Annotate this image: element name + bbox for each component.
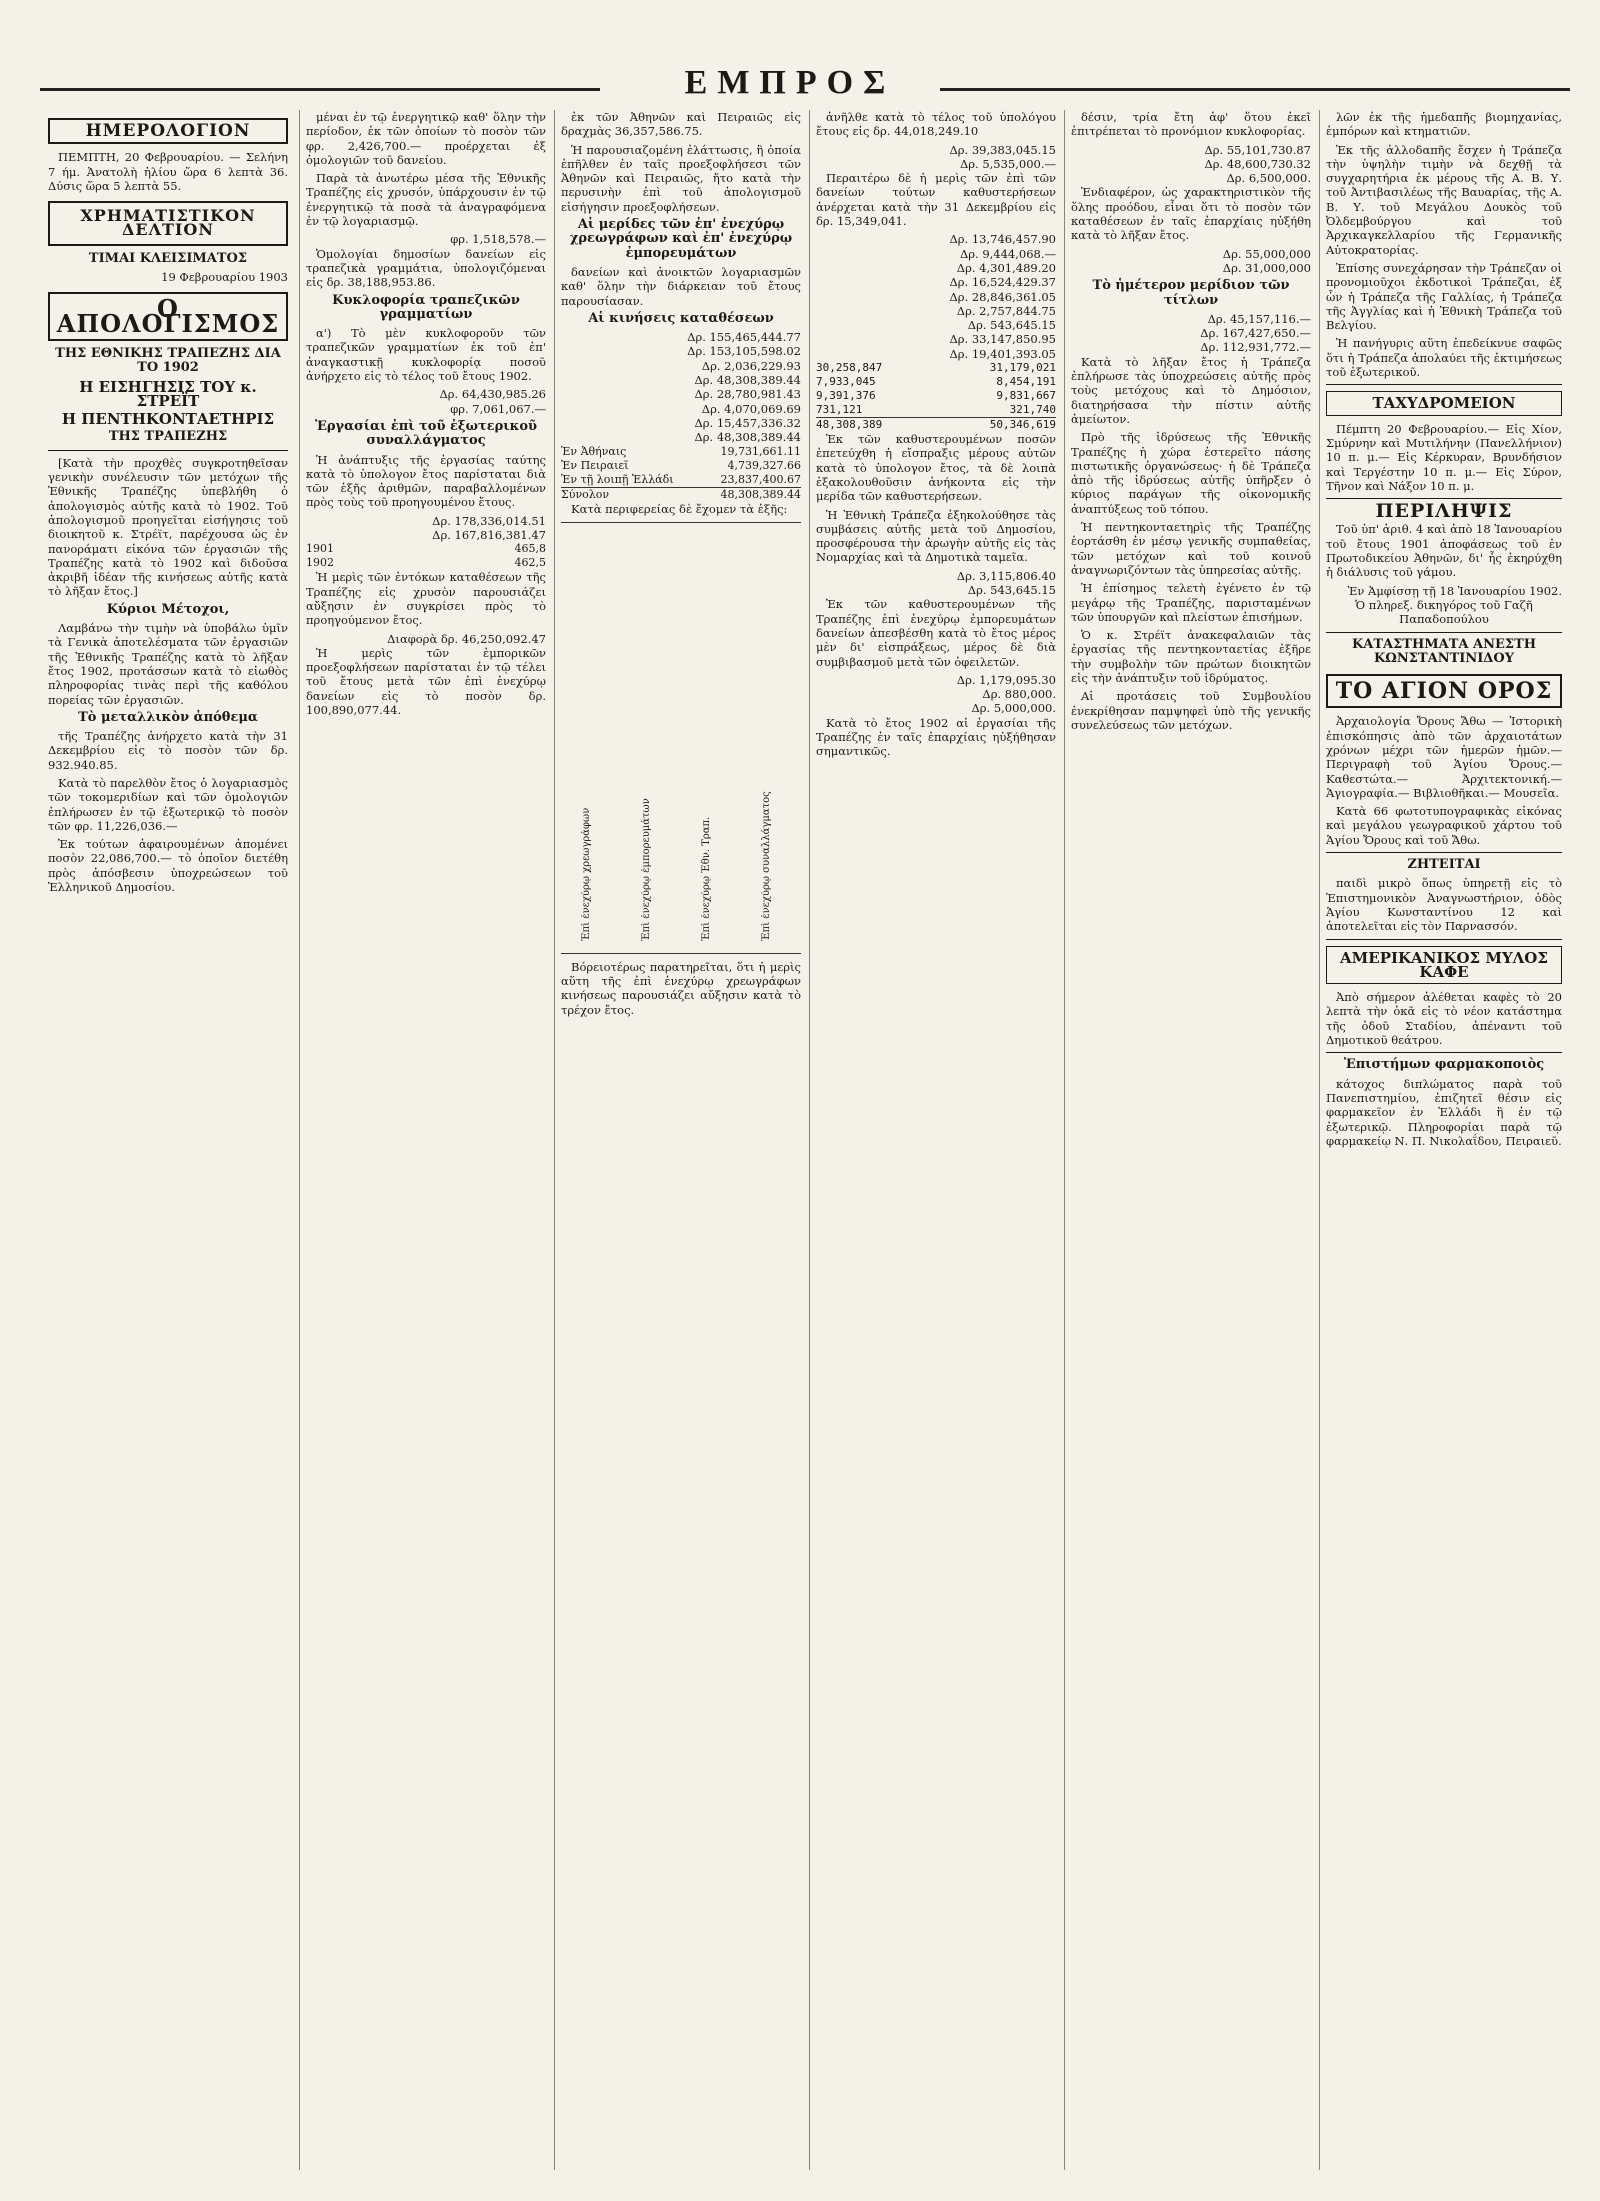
ad-heading: ΑΜΕΡΙΚΑΝΙΚΟΣ ΜΥΛΟΣ ΚΑΦΕ <box>1326 946 1562 985</box>
amount: Δρ. 48,308,389.44 <box>694 373 801 388</box>
article-paragraph: Παρὰ τὰ ἀνωτέρω μέσα τῆς Ἐθνικῆς Τραπέζης εἰς χρυσόν, ὑπάρχουσιν ἐν τῷ ἐνεργητικῷ τὰ ποσὰ τὰ ἀναγραφόμενα ἐν τῷ λογαριασμῷ. <box>306 171 546 229</box>
shop-heading: ΚΑΤΑΣΤΗΜΑΤΑ ΑΝΕΣΤΗ ΚΩΝΣΤΑΝΤΙΝΙΔΟΥ <box>1351 636 1537 666</box>
rotated-column-label: Ἐπὶ ἐνεχύρῳ ἐμπορευμάτων <box>641 798 652 941</box>
article-paragraph: Ἡ ἐπίσημος τελετὴ ἐγένετο ἐν τῷ μεγάρῳ τῆς Τραπέζης, παρισταμένων τῶν ὑπουργῶν καὶ πλείστων ἐπισήμων. <box>1071 581 1311 624</box>
amount: Δρ. 5,535,000.— <box>959 156 1056 171</box>
article-paragraph: Ἐκ τούτων ἀφαιρουμένων ἀπομένει ποσὸν 22,086,700.— τὸ ὁποῖον διετέθη πρὸς ἀπόσβεσιν ὑποχρεώσεων τοῦ Ἑλληνικοῦ Δημοσίου. <box>48 837 288 895</box>
table-cell: 462,5 <box>514 556 546 570</box>
article-paragraph: Ἐκ τῆς ἀλλοδαπῆς ἔσχεν ἡ Τράπεζα τὴν ὑψηλὴν τιμὴν νὰ δεχθῇ τὰ συγχαρητήρια ἐκ μέρους τῆς Α. Β. Υ. τοῦ Ἀντιβασιλέως τῆς Βαυαρίας, τῆς Α. Β. Υ. τοῦ Μεγάλου Δουκὸς τοῦ Ὀλδεμβούργου καὶ τοῦ Ἀρχικαγκελλαρίου τῆς Γερμανικῆς Αὐτοκρατορίας. <box>1326 142 1562 257</box>
amount: Δρ. 55,000,000 <box>1222 246 1311 261</box>
summary-heading: ΠΕΡΙΛΗΨΙΣ <box>1375 500 1513 523</box>
article-paragraph: Κατὰ τὸ λῆξαν ἔτος ἡ Τράπεζα ἐπλήρωσε τὰς ὑποχρεώσεις αὐτῆς πρὸς τοὺς μετόχους καὶ τὸ Δημόσιον, διατηρήσασα τὴν πίστιν αὐτῆς ἀμείωτον. <box>1071 354 1311 426</box>
table-row <box>306 542 546 556</box>
amount: Δρ. 19,401,393.05 <box>949 346 1056 361</box>
column-5 <box>1071 110 1311 2170</box>
section-heading: Τὸ μεταλλικὸν ἀπόθεμα <box>78 709 258 725</box>
table-cell: 7,933,045 <box>816 375 876 389</box>
table-row <box>816 361 1056 375</box>
article-paragraph: Κατὰ περιφερείας δὲ ἔχομεν τὰ ἑξῆς: <box>571 501 788 516</box>
amount: Δρ. 4,301,489.20 <box>956 260 1056 275</box>
amount: Δρ. 5,000,000. <box>971 701 1056 716</box>
table-cell: 9,831,667 <box>996 389 1056 403</box>
section-heading: Αἱ κινήσεις καταθέσεων <box>588 310 774 326</box>
table-cell: 19,731,661.11 <box>720 444 801 458</box>
table-cell: 23,837,400.67 <box>720 472 801 486</box>
article-paragraph: Ὁ κ. Στρέϊτ ἀνακεφαλαιῶν τὰς ἐργασίας τῆς πεντηκονταετίας ἐξῆρε τὴν συμβολὴν τῶν πρώτων διοικητῶν εἰς τὴν ἀνάπτυξιν τοῦ ἱδρύματος. <box>1071 628 1311 685</box>
divider <box>1326 632 1562 633</box>
masthead-rule-left <box>40 88 600 91</box>
amount: Δρ. 39,383,045.15 <box>949 142 1056 157</box>
section-heading: Κύριοι Μέτοχοι, <box>106 601 230 617</box>
table-row <box>816 389 1056 403</box>
article-paragraph: Ἡ παρουσιαζομένη ἐλάττωσις, ἣ ὁποία ἐπῆλθεν ἐν ταῖς προεξοφλήσεσι τῶν Ἀθηνῶν καὶ Πειραιῶς, ἤτο κατὰ τὴν περυσινὴν ἐπὶ τοῦ ἀπολογισμοῦ εἰσήγησιν προεξοφλήσεων. <box>561 142 801 214</box>
column-separator <box>1319 110 1320 2170</box>
report-subtitle-3: Η ΠΕΝΤΗΚΟΝΤΑΕΤΗΡΙΣ <box>61 410 275 429</box>
table-cell: 1901 <box>306 542 334 556</box>
notice-heading: Ἐπιστήμων φαρμακοποιὸς <box>1343 1057 1545 1073</box>
table-cell: Ἐν Πειραιεῖ <box>561 458 629 472</box>
column-separator <box>809 110 810 2170</box>
report-subtitle-4: ΤΗΣ ΤΡΑΠΕΖΗΣ <box>108 429 228 445</box>
table-cell: 465,8 <box>514 542 546 556</box>
article-paragraph: Ἐκ τῶν καθυστερουμένων τῆς Τραπέζης ἐπὶ ἐνεχύρῳ ἐμπορευμάτων δανείων ἀπεσβέσθη κατὰ τὸ ἔτος μέρος μὲν δι' εἰσπράξεως, μέρος δὲ διὰ συμβιβασμοῦ μετὰ τῶν ὀφειλετῶν. <box>816 597 1056 669</box>
article-paragraph: Ἡ μερὶς τῶν ἐμπορικῶν προεξοφλήσεων παρίσταται ἐν τῷ τέλει τοῦ ἔτους μετὰ τῶν ἐπὶ ἐνεχύρῳ δανείων εἰς τὸ ποσὸν δρ. 100,890,077.44. <box>306 645 546 717</box>
article-paragraph: Ἡ μερὶς τῶν ἐντόκων καταθέσεων τῆς Τραπέζης εἰς χρυσὸν παρουσιάζει αὔξησιν ἐν συγκρίσει πρὸς τὸ προηγούμενον ἔτος. <box>306 570 546 628</box>
table-cell: 30,258,847 <box>816 361 883 375</box>
amount: Δρ. 112,931,772.— <box>1200 340 1311 355</box>
article-paragraph: Αἱ προτάσεις τοῦ Συμβουλίου ἐνεκρίθησαν παμψηφεὶ ὑπὸ τῆς γενικῆς συνελεύσεως τῶν μετόχων. <box>1071 689 1311 732</box>
column-6 <box>1326 110 1562 2170</box>
amount: Δρ. 1,179,095.30 <box>956 672 1056 687</box>
amount: Δρ. 155,465,444.77 <box>687 330 801 345</box>
amount: Δρ. 15,457,336.32 <box>694 415 801 430</box>
amount: Δρ. 28,846,361.05 <box>949 289 1056 304</box>
column-4 <box>816 110 1056 2170</box>
amount: Δρ. 167,816,381.47 <box>432 528 546 543</box>
article-paragraph: Πρὸ τῆς ἰδρύσεως τῆς Ἐθνικῆς Τραπέζης ἡ χώρα ἐστερεῖτο πάσης πιστωτικῆς ὀργανώσεως· ἡ δὲ Τράπεζα ἀπὸ τῆς ἰδρύσεως αὐτῆς ὑπῆρξεν ὁ κύριος παράγων τῆς οἰκονομικῆς ἀναπτύξεως τοῦ τόπου. <box>1071 430 1311 516</box>
bulletin-title: ΧΡΗΜΑΤΙΣΤΙΚΟΝ ΔΕΛΤΙΟΝ <box>48 201 288 246</box>
section-heading: Κυκλοφορία τραπεζικῶν γραμματίων <box>332 292 520 322</box>
amount: Δρ. 64,430,985.26 <box>439 387 546 402</box>
table-cell: 1902 <box>306 556 334 570</box>
table-cell: 731,121 <box>816 403 863 417</box>
section-heading: Ἐργασίαι ἐπὶ τοῦ ἐξωτερικοῦ συναλλάγματος <box>314 418 538 449</box>
article-paragraph: δέσιν, τρία ἔτη ἀφ' ὅτου ἐκεῖ ἐπιτρέπεται τὸ προνόμιον κυκλοφορίας. <box>1071 110 1311 139</box>
divider <box>1326 1052 1562 1053</box>
table-cell: 4,739,327.66 <box>727 458 801 472</box>
article-paragraph: ἀνῆλθε κατὰ τὸ τέλος τοῦ ὑπολόγου ἔτους εἰς δρ. 44,018,249.10 <box>816 110 1056 139</box>
amount: Δρ. 178,336,014.51 <box>432 513 546 528</box>
amount: Δρ. 2,036,229.93 <box>701 358 801 373</box>
amount: Δρ. 55,101,730.87 <box>1204 142 1311 157</box>
article-paragraph: Λαμβάνω τὴν τιμὴν νὰ ὑποβάλω ὑμῖν τὰ Γενικὰ ἀποτελέσματα τῶν ἐργασιῶν τῆς Ἐθνικῆς Τραπέζης κατὰ τὸ λῆξαν ἔτος 1902, προτάσσων κατὰ τὸ εἰωθὸς πληροφορίας τινὰς περὶ τῆς καθόλου πορείας τῶν ἐργασιῶν. <box>48 621 288 707</box>
article-paragraph: Κατὰ τὸ παρελθὸν ἔτος ὁ λογαριασμὸς τῶν τοκομεριδίων καὶ τῶν ὁμολογιῶν ἐπλήρωσεν ἐν τῷ ἐξωτερικῷ τὸ ποσὸν τῶν φρ. 11,226,036.— <box>48 775 288 833</box>
article-paragraph: παιδὶ μικρὸ ὅπως ὑπηρετῇ εἰς τὸ Ἐπιστημονικὸν Ἀναγνωστήριον, ὁδὸς Ἁγίου Κωνσταντίνου 12 καὶ ἀποτελεῖται εἰς τὸν Παρνασσόν. <box>1326 876 1562 934</box>
wanted-heading: ΖΗΤΕΙΤΑΙ <box>1407 857 1481 873</box>
amount: Δρ. 13,746,457.90 <box>949 232 1056 247</box>
table-cell: 48,308,389.44 <box>720 487 801 501</box>
article-paragraph: Ἡ πεντηκονταετηρὶς τῆς Τραπέζης ἑορτάσθη ἐν μέσῳ γενικῆς συμπαθείας, τῶν μετόχων καὶ τοῦ κοινοῦ ἀναγνωριζόντων τὰς ὑπηρεσίας αὐτῆς. <box>1071 520 1311 577</box>
table-row <box>816 403 1056 417</box>
article-paragraph: Ἡ Ἐθνικὴ Τράπεζα ἐξηκολούθησε τὰς συμβάσεις αὐτῆς μετὰ τοῦ Δημοσίου, προσφέρουσα τὴν ἀρωγὴν αὐτῆς εἰς τὰς Νομαρχίας καὶ τὰ Δημοτικὰ ταμεῖα. <box>816 507 1056 565</box>
amount: Δρ. 167,427,650.— <box>1200 326 1311 341</box>
bulletin-date: 19 Φεβρουαρίου 1903 <box>161 270 288 285</box>
divider <box>1326 939 1562 940</box>
table-cell: Ἐν Ἀθήναις <box>561 444 627 458</box>
article-paragraph: Ἐπίσης συνεχάρησαν τὴν Τράπεζαν οἱ προνομιοῦχοι ἐκδοτικοὶ Τράπεζαι, ἐξ ὧν ἡ Τράπεζα τῆς Γαλλίας, ἡ Τράπεζα τῆς Ἀγγλίας καὶ ἡ Ἐθνικὴ Τράπεζα τοῦ Βελγίου. <box>1326 260 1562 333</box>
table-cell: 50,346,619 <box>989 418 1056 432</box>
amount: Δρ. 4,070,069.69 <box>701 401 801 416</box>
table-row <box>816 375 1056 389</box>
amount: Δρ. 28,780,981.43 <box>694 387 801 402</box>
rotated-column-label: Ἐπὶ ἐνεχύρῳ χρεωγράφων <box>581 807 592 941</box>
article-paragraph: Ὁμολογίαι δημοσίων δανείων εἰς τραπεζικὰ γραμμάτια, ὑπολογιζόμεναι εἰς δρ. 38,188,953.86. <box>306 246 546 290</box>
article-paragraph: Κατὰ τὸ ἔτος 1902 αἱ ἐργασίαι τῆς Τραπέζης ἐν ταῖς ἐπαρχίαις ηὐξήθησαν σημαντικῶς. <box>816 715 1056 759</box>
table-row <box>561 445 801 459</box>
divider <box>1326 852 1562 853</box>
rotated-column-label: Ἐπὶ ἐνεχύρῳ Ἐθν. Τραπ. <box>701 816 712 941</box>
table-row <box>561 487 801 502</box>
calendar-title: ΗΜΕΡΟΛΟΓΙΟΝ <box>48 118 288 144</box>
table-row <box>816 417 1056 432</box>
article-paragraph: α') Τὸ μὲν κυκλοφοροῦν τῶν τραπεζικῶν γραμματίων ἐκ τοῦ ἐπ' ἀναγκαστικῇ κυκλοφορίᾳ ποσοῦ ἀνήρχετο εἰς τὸ τέλος τοῦ ἔτους 1902. <box>306 326 546 384</box>
deposit-ledger <box>561 445 801 502</box>
table-row <box>561 459 801 473</box>
amount: Δρ. 48,600,730.32 <box>1204 156 1311 171</box>
article-paragraph: δανείων καὶ ἀνοικτῶν λογαριασμῶν καθ' ὅλην τὴν διάρκειαν τοῦ ἔτους παρουσίασαν. <box>561 264 801 308</box>
amount: Δρ. 2,757,844.75 <box>956 303 1056 318</box>
article-paragraph: Ἡ ἀνάπτυξις τῆς ἐργασίας ταύτης κατὰ τὸ ὑπολογον ἔτος παρίσταται διὰ τῶν ἑξῆς ἀριθμῶν, παραβαλλομένων πρὸς τοὺς τοῦ προηγουμένου ἔτους. <box>306 452 546 510</box>
article-paragraph: μέναι ἐν τῷ ἐνεργητικῷ καθ' ὅλην τὴν περίοδον, ἐκ τῶν ὁποίων τὸ ποσὸν τῶν φρ. 2,426,700.— προέρχεται ἐξ ὁμολογιῶν τοῦ δανείου. <box>306 110 546 167</box>
table-cell: 9,391,376 <box>816 389 876 403</box>
ad-title: ΤΟ ΑΓΙΟΝ ΟΡΟΣ <box>1326 674 1562 708</box>
amount: Δρ. 543,645.15 <box>967 318 1056 333</box>
amount: Δρ. 31,000,000 <box>1222 260 1311 275</box>
amount: φρ. 1,518,578.— <box>450 232 546 247</box>
table-cell: 321,740 <box>1009 403 1056 417</box>
amount: Δρ. 3,115,806.40 <box>956 568 1056 583</box>
article-paragraph: τῆς Τραπέζης ἀνήρχετο κατὰ τὴν 31 Δεκεμβρίου εἰς τὸ ποσὸν τῶν δρ. 932.940.85. <box>48 729 288 772</box>
amount: Δρ. 48,308,389.44 <box>694 430 801 445</box>
amount: Δρ. 543,645.15 <box>967 583 1056 598</box>
article-paragraph: κάτοχος διπλώματος παρὰ τοῦ Πανεπιστημίου, ἐπιζητεῖ θέσιν εἰς φαρμακεῖον ἐν Ἑλλάδι ἢ ἐν τῷ ἐξωτερικῷ. Πληροφορίαι παρὰ τῷ φαρμακείῳ Ν. Π. Νικολαΐδου, Πειραιεῦ. <box>1326 1076 1562 1148</box>
column-separator <box>554 110 555 2170</box>
amount: Δρ. 153,105,598.02 <box>687 344 801 359</box>
report-subtitle-1: ΤΗΣ ΕΘΝΙΚΗΣ ΤΡΑΠΕΖΗΣ ΔΙΑ ΤΟ 1902 <box>55 345 281 376</box>
report-subtitle-2: Η ΕΙΣΗΓΗΣΙΣ ΤΟΥ κ. ΣΤΡΕΪΤ <box>79 377 257 410</box>
table-cell: Ἐν τῇ λοιπῇ Ἑλλάδι <box>561 472 674 486</box>
newspaper-title: ΕΜΠΡΟΣ <box>684 64 896 101</box>
article-paragraph: λῶν ἐκ τῆς ἡμεδαπῆς βιομηχανίας, ἐμπόρων καὶ κτηματιῶν. <box>1326 110 1562 139</box>
section-heading: Αἱ μερίδες τῶν ἐπ' ἐνεχύρῳ χρεωγράφων καὶ ἐπ' ἐνεχύρῳ ἐμπορευμάτων <box>569 217 793 261</box>
article-paragraph: Ἀρχαιολογία Ὄρους Ἄθω — Ἱστορικὴ ἐπισκόπησις ἀπὸ τῶν ἀρχαιοτάτων χρόνων μέχρι τῶν ἡμερῶν ἡμῶν.— Περιγραφὴ τοῦ Ἁγίου Ὄρους.— Καθεστώτα.— Ἀρχιτεκτονική.— Ἁγιογραφία.— Βιβλιοθῆκαι.— Μουσεῖα. <box>1326 714 1562 800</box>
amount: Διαφορὰ δρ. 46,250,092.47 <box>387 631 546 646</box>
article-paragraph: Κατὰ 66 φωτοτυπογραφικὰς εἰκόνας καὶ μεγάλου γεωγραφικοῦ χάρτου τοῦ Ἁγίου Ὄρους καὶ τοῦ Ἄθω. <box>1326 804 1562 847</box>
post-office-heading: ΤΑΧΥΔΡΟΜΕΙΟΝ <box>1326 391 1562 415</box>
article-paragraph: Βόρειοτέρως παρατηρεῖται, ὅτι ἡ μερὶς αὕτη τῆς ἐπὶ ἐνεχύρῳ χρεωγράφων κινήσεως παρουσιάζει αὔξησιν κατὰ τὸ τρέχον ἔτος. <box>561 959 801 1017</box>
column-2 <box>306 110 546 2170</box>
amount: φρ. 7,061,067.— <box>450 401 546 416</box>
column-3 <box>561 110 801 2170</box>
table-row <box>306 556 546 570</box>
article-paragraph: Τοῦ ὑπ' ἀριθ. 4 καὶ ἀπὸ 18 Ἰανουαρίου τοῦ ἔτους 1901 ἀποφάσεως τοῦ ἐν Πρωτοδικείου Ἀθηνῶν, δι' ἧς ἐκηρύχθη ἡ διάλυσις τοῦ γάμου. <box>1326 522 1562 580</box>
divider <box>48 450 288 451</box>
signature-line: Ὁ πληρεξ. δικηγόρος τοῦ Γαζῆ Παπαδοπούλου <box>1355 597 1533 627</box>
amount: Δρ. 9,444,068.— <box>959 246 1056 261</box>
amount: Δρ. 6,500,000. <box>1226 171 1311 186</box>
year-table <box>306 542 546 570</box>
divider <box>1326 384 1562 385</box>
bulletin-subtitle: ΤΙΜΑΙ ΚΛΕΙΣΙΜΑΤΟΣ <box>88 250 248 266</box>
column-separator <box>1064 110 1065 2170</box>
report-title: Ο ΑΠΟΛΟΓΙΣΜΟΣ <box>48 292 288 341</box>
amount: Δρ. 33,147,850.95 <box>949 332 1056 347</box>
numeric-table <box>816 361 1056 432</box>
article-paragraph: Πέμπτη 20 Φεβρουαρίου.— Εἰς Χίον, Σμύρνην καὶ Μυτιλήνην (Πανελλήνιον) 10 π. μ.— Εἰς Κέρκυραν, Βρυνδήσιον καὶ Τεργέστην 10 π. μ.— Εἰς Σύρον, Τῆνον καὶ Νάξον 10 π. μ. <box>1326 421 1562 493</box>
amount: Δρ. 45,157,116.— <box>1207 311 1311 326</box>
section-heading: Τὸ ἡμέτερον μερίδιον τῶν τίτλων <box>1092 278 1290 308</box>
article-paragraph: [Κατὰ τὴν προχθὲς συγκροτηθεῖσαν γενικὴν συνέλευσιν τῶν μετόχων τῆς Ἐθνικῆς Τραπέζης ὑπεβλήθη ὁ ἀπολογισμὸς αὐτῆς κατὰ τὸ 1902. Τοῦ ἀπολογισμοῦ προηγεῖται εἰσήγησις τοῦ διοικητοῦ κ. Στρέϊτ, παρέχουσα ὡς ἐν πανοράματι εἰκόνα τῶν ἐργασιῶν τῆς Τραπέζης κατὰ τὸ 1902 καὶ διδοῦσα ἀκριβῆ ἰδέαν τῆς κινήσεως αὐτῆς κατὰ τὸ λῆξαν ἔτος.] <box>48 455 288 599</box>
calendar-text: ΠΕΜΠΤΗ, 20 Φεβρουαρίου. — Σελήνη 7 ήμ. Ἀνατολὴ ἡλίου ὥρα 6 λεπτὰ 36. Δύσις ὥρα 5 λεπτὰ 55. <box>48 150 288 193</box>
column-separator <box>299 110 300 2170</box>
article-paragraph: Ἐκ τῶν καθυστερουμένων ποσῶν ἐπετεύχθη ἡ εἴσπραξις μέρους αὐτῶν κατὰ τὸ ὑπολογον ἔτος, τὰ δὲ λοιπὰ ἐξακολουθοῦσιν ἀνήκοντα εἰς τὴν μερίδα τῶν καθυστερήσεων. <box>816 432 1056 504</box>
table-cell: 31,179,021 <box>989 361 1056 375</box>
rotated-table <box>561 522 801 954</box>
column-1 <box>48 110 288 2170</box>
table-row <box>561 473 801 487</box>
table-cell: 48,308,389 <box>816 418 883 432</box>
article-paragraph: Ἀπὸ σήμερον ἀλέθεται καφὲς τὸ 20 λεπτὰ τὴν ὀκᾶ εἰς τὸ νέον κατάστημα τῆς ὁδοῦ Σταδίου, ἀπέναντι τοῦ Δημοτικοῦ θεάτρου. <box>1326 990 1562 1048</box>
divider <box>1326 498 1562 499</box>
article-paragraph: Περαιτέρω δὲ ἡ μερὶς τῶν ἐπὶ τῶν δανείων τούτων καθυστερήσεων ἀνέρχεται κατὰ τὴν 31 Δεκεμβρίου εἰς δρ. 15,349,041. <box>816 171 1056 229</box>
rotated-column-label: Ἐπὶ ἐνεχύρῳ συναλλάγματος <box>761 791 772 941</box>
dateline: Ἐν Ἀμφίσσῃ τῇ 18 Ἰανουαρίου 1902. <box>1347 583 1562 598</box>
amount: Δρ. 16,524,429.37 <box>949 275 1056 290</box>
article-paragraph: Ἐνδιαφέρον, ὡς χαρακτηριστικὸν τῆς ὅλης προόδου, εἶναι ὅτι τὸ ποσὸν τῶν καταθέσεων ἐν ταῖς ἐπαρχίαις ηὐξήθη κατὰ τὸ λῆξαν ἔτος. <box>1071 185 1311 243</box>
amount: Δρ. 880,000. <box>982 687 1056 702</box>
table-cell: Σύνολον <box>561 487 610 501</box>
article-paragraph: ἐκ τῶν Ἀθηνῶν καὶ Πειραιῶς εἰς δραχμὰς 36,357,586.75. <box>561 110 801 139</box>
masthead-rule-right <box>940 88 1570 91</box>
table-cell: 8,454,191 <box>996 375 1056 389</box>
masthead <box>40 62 1570 102</box>
article-paragraph: Ἡ πανήγυρις αὕτη ἐπεδείκνυε σαφῶς ὅτι ἡ Τράπεζα ἀπολαύει τῆς ἐκτιμήσεως τοῦ ἐξωτερικοῦ. <box>1326 336 1562 380</box>
